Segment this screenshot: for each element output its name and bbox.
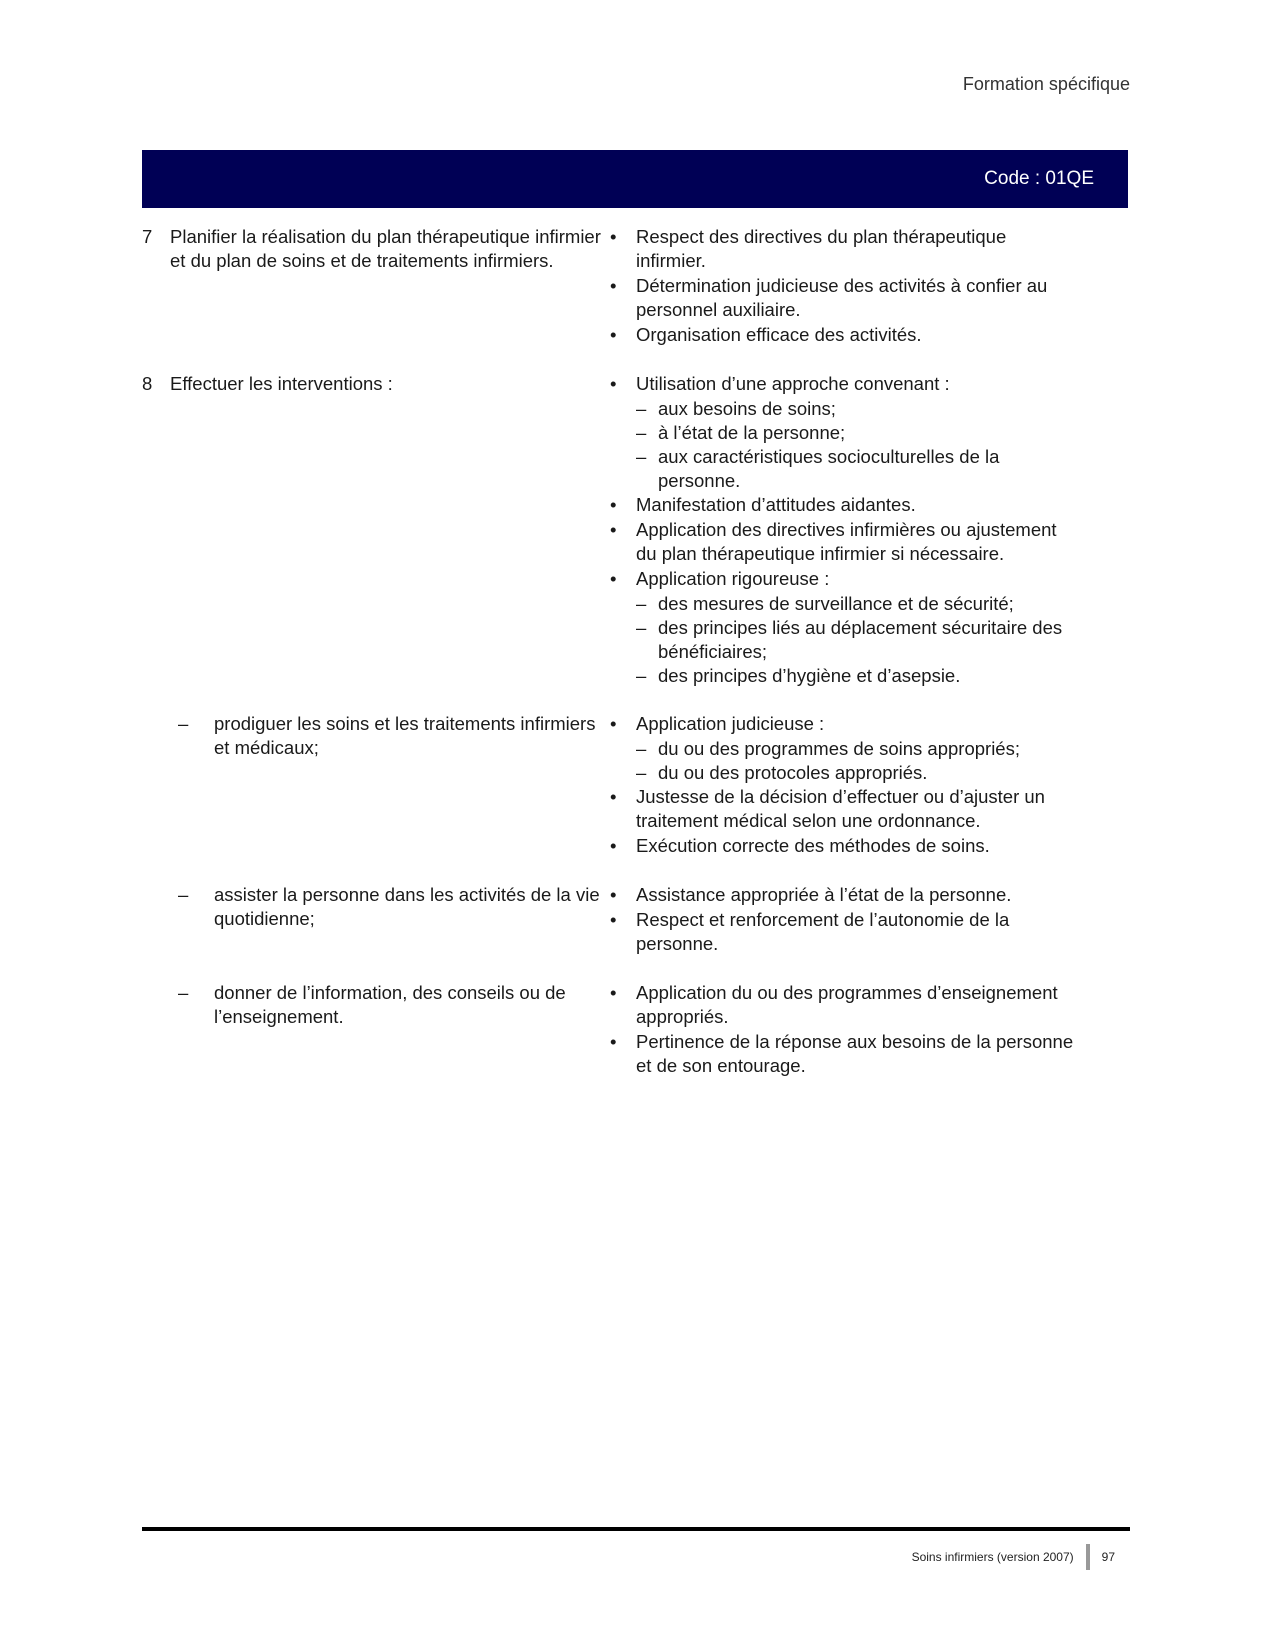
table-row [142,981,1102,1079]
sub-criterion [610,421,1080,445]
bullet-icon: • [610,1031,617,1052]
dash-icon: – [636,738,647,759]
criterion-text: Manifestation d’attitudes aidantes. [636,494,916,515]
code-band [142,150,1128,208]
criterion-item [610,493,1080,517]
criterion-item [610,518,1080,566]
footer [912,1544,1115,1570]
element-number: 8 [142,373,153,394]
criterion-text: Application du ou des programmes d’enseignement appropriés. [636,982,1058,1027]
criterion-item [610,372,1080,396]
sub-criterion [610,445,1080,493]
criterion-text: Exécution correcte des méthodes de soins. [636,835,990,856]
bullet-icon: • [610,324,617,345]
criterion-text: Justesse de la décision d’effectuer ou d’ajuster un traitement médical selon une ordonnance. [636,786,1045,831]
criterion-text: Respect des directives du plan thérapeutique infirmier. [636,226,1007,271]
element-cell [142,981,610,1079]
element-cell [142,712,610,859]
criterion-item [610,785,1080,833]
criteria-cell [610,883,1080,957]
table-row [142,883,1102,957]
bullet-icon: • [610,884,617,905]
element-number: 7 [142,226,153,247]
sub-criterion-text: à l’état de la personne; [658,422,846,443]
criterion-item [610,1030,1080,1078]
criterion-text: Respect et renforcement de l’autonomie de la personne. [636,909,1010,954]
element-dash: – [178,982,189,1003]
bullet-icon: • [610,568,617,589]
sub-criterion-text: des principes d’hygiène et d’asepsie. [658,665,961,686]
criterion-text: Application rigoureuse : [636,568,830,589]
criterion-text: Utilisation d’une approche convenant : [636,373,950,394]
sub-criterion-text: aux besoins de soins; [658,398,836,419]
element-text: prodiguer les soins et les traitements infirmiers et médicaux; [214,713,596,758]
sub-criterion [610,737,1080,761]
section-title: Formation spécifique [962,74,1130,94]
criterion-text: Application des directives infirmières ou ajustement du plan thérapeutique infirmier si nécessaire. [636,519,1057,564]
footer-rule [142,1527,1130,1531]
criterion-text: Organisation efficace des activités. [636,324,922,345]
bullet-icon: • [610,786,617,807]
criterion-item [610,834,1080,858]
element-cell [142,225,610,348]
element-text: donner de l’information, des conseils ou de l’enseignement. [214,982,566,1027]
sub-criterion-text: du ou des programmes de soins appropriés; [658,738,1020,759]
sub-criterion-text: des principes liés au déplacement sécuritaire des bénéficiaires; [658,617,1063,662]
bullet-icon: • [610,519,617,540]
criterion-item [610,981,1080,1029]
element-cell [142,883,610,957]
bullet-icon: • [610,909,617,930]
bullet-icon: • [610,982,617,1003]
element-text: Effectuer les interventions : [170,373,393,394]
element-dash: – [178,713,189,734]
criteria-cell [610,981,1080,1079]
bullet-icon: • [610,713,617,734]
bullet-icon: • [610,835,617,856]
sub-criterion [610,397,1080,421]
bullet-icon: • [610,226,617,247]
criterion-text: Détermination judicieuse des activités à confier au personnel auxiliaire. [636,275,1048,320]
footer-text: Soins infirmiers (version 2007) [911,1550,1074,1564]
criterion-item [610,712,1080,736]
dash-icon: – [636,593,647,614]
sub-criterion-text: du ou des protocoles appropriés. [658,762,928,783]
criterion-item [610,567,1080,591]
criterion-item [610,883,1080,907]
criterion-item [610,225,1080,273]
element-cell [142,372,610,688]
code-label: Code : 01QE [984,168,1094,189]
dash-icon: – [636,665,647,686]
dash-icon: – [636,446,647,467]
criterion-text: Application judicieuse : [636,713,825,734]
sub-criterion [610,592,1080,616]
bullet-icon: • [610,275,617,296]
criterion-item [610,908,1080,956]
sub-criterion [610,761,1080,785]
footer-separator [1086,1544,1090,1570]
criterion-text: Pertinence de la réponse aux besoins de la personne et de son entourage. [636,1031,1074,1076]
dash-icon: – [636,422,647,443]
dash-icon: – [636,617,647,638]
criterion-item [610,323,1080,347]
sub-criterion-text: des mesures de surveillance et de sécurité; [658,593,1014,614]
table-row [142,712,1102,859]
criteria-cell [610,225,1080,348]
table-row [142,372,1102,688]
criterion-item [610,274,1080,322]
element-text: Planifier la réalisation du plan thérapeutique infirmier et du plan de soins et de traitements infirmiers. [170,226,601,271]
sub-criterion [610,664,1080,688]
sub-criterion [610,616,1080,664]
table-row [142,225,1102,348]
page-number: 97 [1101,1550,1115,1564]
criteria-cell [610,372,1080,688]
competency-table [142,225,1102,1103]
dash-icon: – [636,398,647,419]
criterion-text: Assistance appropriée à l’état de la personne. [636,884,1012,905]
element-dash: – [178,884,189,905]
sub-criterion-text: aux caractéristiques socioculturelles de la personne. [658,446,1000,491]
element-text: assister la personne dans les activités de la vie quotidienne; [214,884,600,929]
dash-icon: – [636,762,647,783]
bullet-icon: • [610,494,617,515]
criteria-cell [610,712,1080,859]
bullet-icon: • [610,373,617,394]
